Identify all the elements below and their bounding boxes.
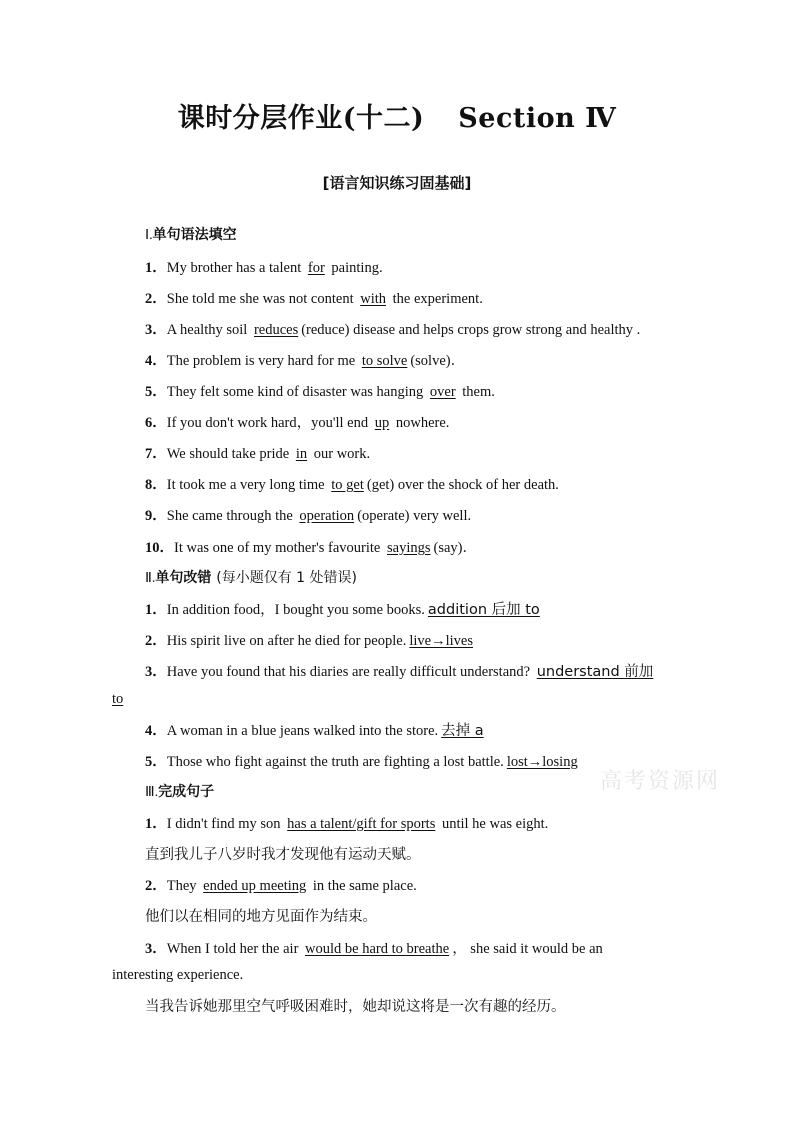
question-2-4: 4．A woman in a blue jeans walked into the store. 去掉 a xyxy=(145,719,487,740)
question-1-7: 7．We should take pride in our work. xyxy=(145,446,371,462)
question-1-2: 2．She told me she was not content with the experiment. xyxy=(145,291,483,307)
question-1-5: 5．They felt some kind of disaster was hanging over them. xyxy=(145,384,495,400)
answer: up xyxy=(374,415,390,431)
answer: over xyxy=(429,384,456,400)
question-1-6: 6．If you don't work hard，you'll end up nowhere. xyxy=(145,415,450,431)
question-3-3-continued: interesting experience. xyxy=(112,967,244,983)
section-3-heading xyxy=(145,781,214,801)
answer: operation xyxy=(299,508,355,524)
title-section: Section Ⅳ xyxy=(458,103,617,134)
answer: for xyxy=(307,260,325,276)
section-2-note: (每小题仅有 1 处错误) xyxy=(216,570,357,586)
section-2-roman: Ⅱ. xyxy=(145,571,156,586)
section-3-title: 完成句子 xyxy=(158,784,215,800)
question-1-1: 1．My brother has a talent for painting. xyxy=(145,260,383,276)
question-1-10: 10．It was one of my mother's favourite sayings (say)． xyxy=(145,540,477,556)
answer: to get xyxy=(331,477,364,493)
question-2-5: 5．Those who fight against the truth are fighting a lost battle. lost→losing xyxy=(145,750,581,771)
section-1-title: 单句语法填空 xyxy=(152,227,237,243)
question-2-3: 3．Have you found that his diaries are really difficult understand? understand 前加 xyxy=(145,660,656,681)
answer: live→lives xyxy=(409,633,473,649)
answer: with xyxy=(360,291,387,307)
title-chinese: 课时分层作业(十二) xyxy=(177,103,425,134)
page-title xyxy=(0,96,794,135)
question-1-3: 3．A healthy soil reduces (reduce) disease and helps crops grow strong and healthy . xyxy=(145,322,641,338)
question-2-1: 1．In addition food，I bought you some books. addition 后加 to xyxy=(145,598,543,619)
answer: has a talent/gift for sports xyxy=(287,816,436,832)
section-3-roman: Ⅲ. xyxy=(145,785,159,800)
answer: ended up meeting xyxy=(203,878,307,894)
answer: would be hard to breathe xyxy=(305,941,450,957)
answer: 去掉 a xyxy=(441,723,484,739)
question-1-8: 8．It took me a very long time to get (get) over the shock of her death. xyxy=(145,477,559,493)
question-2-2: 2．His spirit live on after he died for people. live→lives xyxy=(145,629,476,650)
section-2-heading xyxy=(145,567,357,587)
question-1-4: 4．The problem is very hard for me to solve (solve)． xyxy=(145,353,466,369)
section-2-title: 单句改错 xyxy=(155,570,212,586)
question-3-3-translation: 当我告诉她那里空气呼吸困难时，她却说这将是一次有趣的经历。 xyxy=(145,999,566,1015)
question-3-1: 1．I didn't find my son has a talent/gift for sports until he was eight. xyxy=(145,816,549,832)
answer: addition 后加 to xyxy=(427,602,540,618)
question-3-2-translation: 他们以在相同的地方见面作为结束。 xyxy=(145,909,377,925)
answer: to xyxy=(112,691,124,707)
question-3-2: 2．They ended up meeting in the same place. xyxy=(145,878,417,894)
question-2-3-continued xyxy=(112,691,123,708)
question-1-9: 9．She came through the operation (operate) very well. xyxy=(145,508,472,524)
section-1-heading xyxy=(145,224,237,244)
answer: lost→losing xyxy=(506,754,578,770)
page-subtitle: [语言知识练习固基础] xyxy=(322,174,472,192)
section-1-roman: Ⅰ. xyxy=(145,228,153,243)
answer: reduces xyxy=(253,322,299,338)
answer: to solve xyxy=(361,353,408,369)
question-3-3: 3．When I told her the air would be hard to breathe ， she said it would be an xyxy=(145,941,603,957)
answer: in xyxy=(295,446,308,462)
question-3-1-translation: 直到我儿子八岁时我才发现他有运动天赋。 xyxy=(145,847,421,863)
answer: understand 前加 xyxy=(536,664,654,680)
answer: sayings xyxy=(387,540,431,556)
watermark: 高考资源网 xyxy=(600,769,721,794)
